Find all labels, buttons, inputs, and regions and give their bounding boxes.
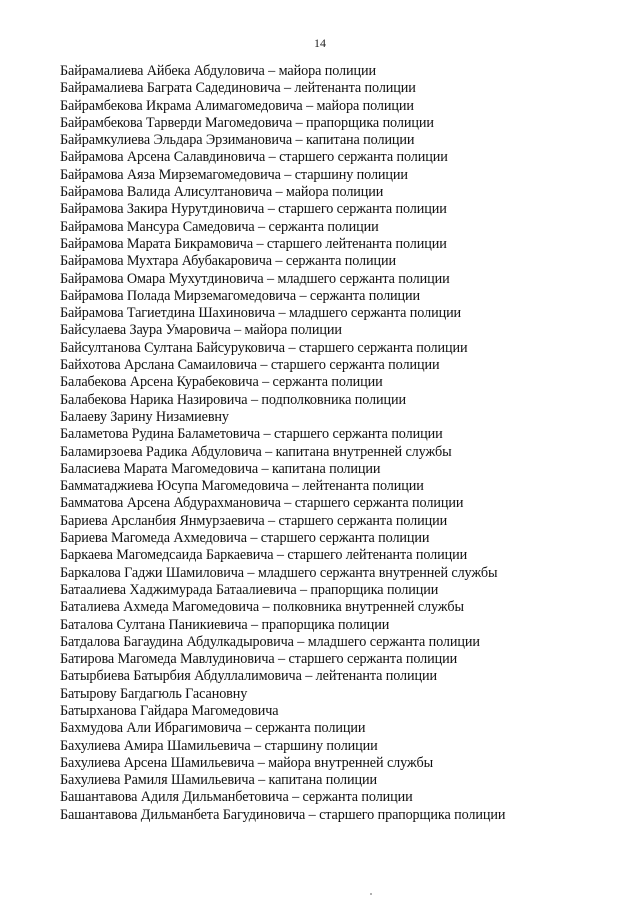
list-item: Бахулиева Амира Шамильевича – старшину полиции bbox=[60, 737, 378, 754]
list-item: Байрамова Валида Алисултановича – майора полиции bbox=[60, 184, 384, 201]
list-item: Байсулаева Заура Умаровича – майора полиции bbox=[60, 322, 342, 339]
name-list bbox=[60, 63, 620, 824]
list-item: Баламетова Рудина Баламетовича – старшего сержанта полиции bbox=[60, 426, 443, 443]
list-item: Батирова Магомеда Мавлудиновича – старшего сержанта полиции bbox=[60, 651, 458, 668]
list-item: Баласиева Марата Магомедовича – капитана полиции bbox=[60, 460, 381, 477]
list-item: Бахулиева Рамиля Шамильевича – капитана полиции bbox=[60, 772, 377, 789]
list-item: Батдалова Багаудина Абдулкадыровича – младшего сержанта полиции bbox=[60, 633, 480, 650]
list-item: Башантавова Дильманбета Багудиновича – старшего прапорщика полиции bbox=[60, 806, 506, 823]
list-item: Байсултанова Султана Байсуруковича – старшего сержанта полиции bbox=[60, 339, 468, 356]
list-item: Баталова Султана Паникиевича – прапорщика полиции bbox=[60, 616, 390, 633]
list-item: Байрамалиева Баграта Садединовича – лейтенанта полиции bbox=[60, 80, 416, 97]
list-item: Баркаева Магомедсаида Баркаевича – старшего лейтенанта полиции bbox=[60, 547, 468, 564]
list-item: Байрамова Марата Бикрамовича – старшего лейтенанта полиции bbox=[60, 235, 447, 252]
list-item: Байрамалиева Айбека Абдуловича – майора полиции bbox=[60, 63, 376, 79]
list-item: Батырбиева Батырбия Абдуллалимовича – лейтенанта полиции bbox=[60, 668, 437, 685]
list-item: Байрамбекова Икрама Алимагомедовича – майора полиции bbox=[60, 97, 414, 114]
list-item: Байрамова Тагиетдина Шахиновича – младшего сержанта полиции bbox=[60, 305, 462, 322]
list-item: Баркалова Гаджи Шамиловича – младшего сержанта внутренней службы bbox=[60, 564, 498, 581]
list-item: Баталиева Ахмеда Магомедовича – полковника внутренней службы bbox=[60, 599, 464, 616]
list-item: Байрамова Аяза Мирземагомедовича – старшину полиции bbox=[60, 166, 408, 183]
list-item: Байрамова Омара Мухутдиновича – младшего сержанта полиции bbox=[60, 270, 450, 287]
list-item: Батаалиева Хаджимурада Батаалиевича – прапорщика полиции bbox=[60, 581, 439, 598]
list-item: Байрамова Арсена Салавдиновича – старшего сержанта полиции bbox=[60, 149, 448, 166]
list-item: Байрамова Полада Мирземагомедовича – сержанта полиции bbox=[60, 287, 421, 304]
list-item: Байхотова Арслана Самаиловича – старшего сержанта полиции bbox=[60, 357, 440, 374]
page-number: 14 bbox=[314, 36, 326, 50]
list-item: Байрамова Мухтара Абубакаровича – сержанта полиции bbox=[60, 253, 396, 270]
list-item: Байрамова Закира Нурутдиновича – старшего сержанта полиции bbox=[60, 201, 447, 218]
scan-speck bbox=[370, 893, 372, 895]
list-item: Бариева Арсланбия Янмурзаевича – старшего сержанта полиции bbox=[60, 512, 448, 529]
list-item: Балаеву Зарину Низамиевну bbox=[60, 408, 229, 425]
list-item: Балабекова Нарика Назировича – подполковника полиции bbox=[60, 391, 406, 408]
list-item: Бахулиева Арсена Шамильевича – майора внутренней службы bbox=[60, 754, 433, 771]
list-item: Бамматова Арсена Абдурахмановича – старшего сержанта полиции bbox=[60, 495, 464, 512]
list-item: Башантавова Адиля Дильманбетовича – сержанта полиции bbox=[60, 789, 413, 806]
list-item: Байрамбекова Тарверди Магомедовича – прапорщика полиции bbox=[60, 114, 434, 131]
list-item: Байрамова Мансура Самедовича – сержанта полиции bbox=[60, 218, 379, 235]
list-item: Бариева Магомеда Ахмедовича – старшего сержанта полиции bbox=[60, 530, 430, 547]
list-item: Балабекова Арсена Курабековича – сержанта полиции bbox=[60, 374, 383, 391]
list-item: Байрамкулиева Эльдара Эрзимановича – капитана полиции bbox=[60, 132, 415, 149]
list-item: Батырову Багдагюль Гасановну bbox=[60, 685, 248, 702]
list-item: Баламирзоева Радика Абдуловича – капитана внутренней службы bbox=[60, 443, 452, 460]
list-item: Бамматаджиева Юсупа Магомедовича – лейтенанта полиции bbox=[60, 478, 424, 495]
list-item: Бахмудова Али Ибрагимовича – сержанта полиции bbox=[60, 720, 366, 737]
list-item: Батырханова Гайдара Магомедовича bbox=[60, 702, 279, 719]
